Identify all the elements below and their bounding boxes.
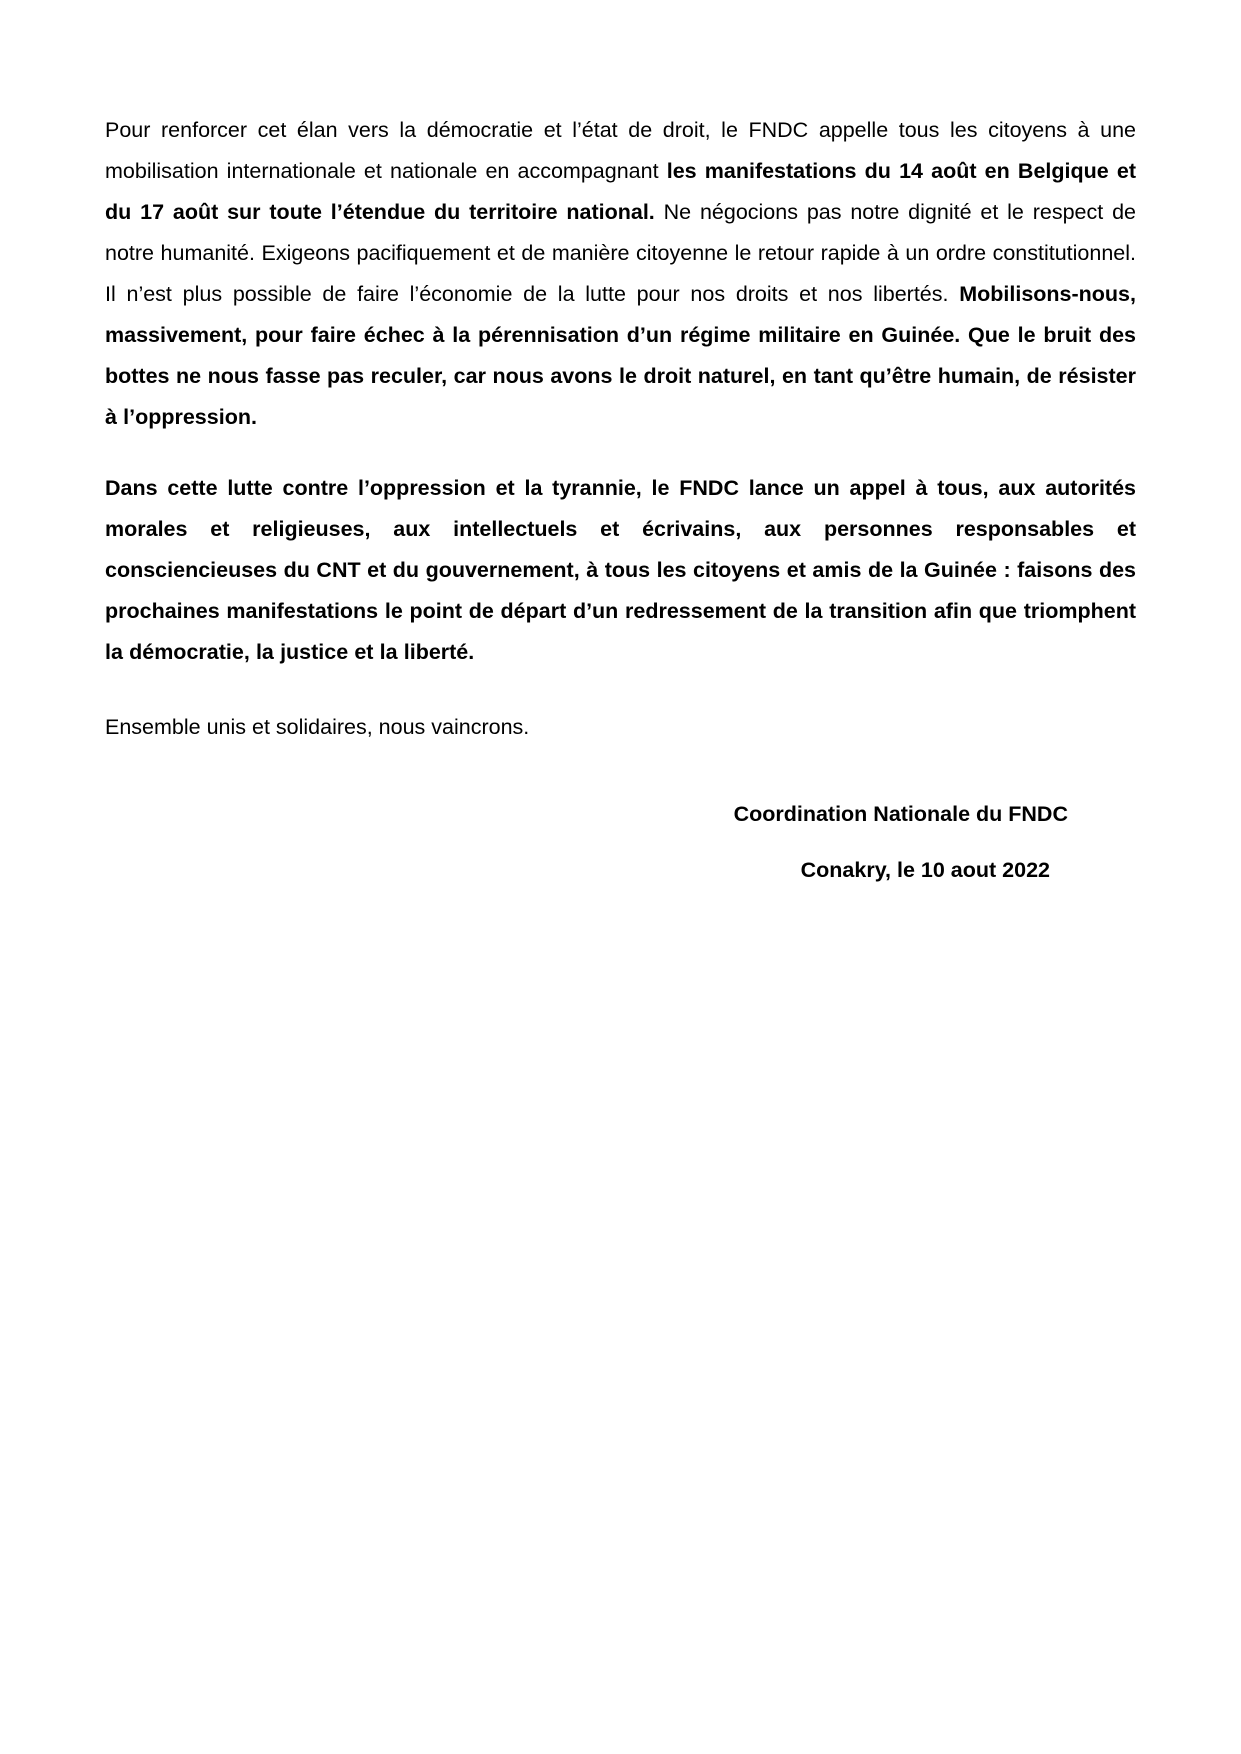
- paragraph-mobilisation: [105, 110, 1136, 438]
- paragraph-closing: Ensemble unis et solidaires, nous vaincrons.: [105, 715, 530, 739]
- paragraph-1-part-1: Pour renforcer cet élan vers la démocratie et l’état de droit, le FNDC appelle tous les citoyens à une mobilisation internationale et nationale en accompagnant: [105, 118, 1136, 183]
- signature-organization: Coordination Nationale du FNDC: [733, 802, 1068, 826]
- paragraph-appeal: Dans cette lutte contre l’oppression et la tyrannie, le FNDC lance un appel à tous, aux autorités morales et religieuses, aux intellectuels et écrivains, aux personnes responsables et consciencieuses du CNT et du gouvernement, à tous les citoyens et amis de la Guinée : faisons des prochaines manifestations le point de départ d’un redressement de la transition afin que triomphent la démocratie, la justice et la liberté.: [105, 476, 1136, 664]
- paragraph-1-part-3: Ne négocions pas notre dignité et le respect de notre humanité. Exigeons pacifiquement et de manière citoyenne le retour rapide à un ordre constitutionnel. Il n’est plus possible de faire l’économie de la lutte pour nos droits et nos libertés.: [105, 200, 1136, 306]
- signature-block: [105, 786, 1136, 898]
- paragraph-1-highlight-dates: les manifestations du 14 août en Belgique et du 17 août sur toute l’étendue du territoire national.: [105, 159, 1136, 224]
- paragraph-1-call-to-action: Mobilisons-nous, massivement, pour faire échec à la pérennisation d’un régime militaire en Guinée. Que le bruit des bottes ne nous fasse pas reculer, car nous avons le droit naturel, en tant qu’être humain, de résister à l’oppression.: [105, 282, 1136, 429]
- signature-place-date: Conakry, le 10 aout 2022: [800, 858, 1050, 882]
